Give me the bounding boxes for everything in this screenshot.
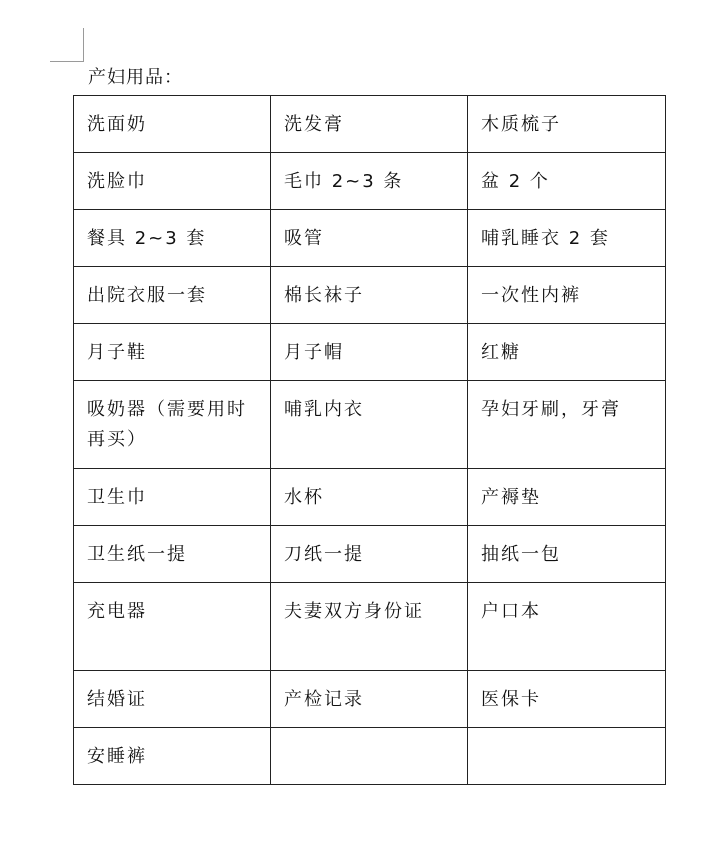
table-cell: 产褥垫 — [468, 469, 666, 526]
table-cell: 刀纸一提 — [271, 526, 468, 583]
table-cell: 卫生巾 — [74, 469, 271, 526]
table-cell: 一次性内裤 — [468, 267, 666, 324]
table-row — [74, 210, 666, 267]
table-cell: 木质梳子 — [468, 96, 666, 153]
table-cell: 洗发膏 — [271, 96, 468, 153]
table-row — [74, 153, 666, 210]
table-row — [74, 324, 666, 381]
table-cell: 出院衣服一套 — [74, 267, 271, 324]
table-cell: 充电器 — [74, 583, 271, 671]
document-title: 产妇用品： — [88, 67, 183, 88]
table-row — [74, 671, 666, 728]
table-cell: 哺乳内衣 — [271, 381, 468, 469]
table-cell — [271, 728, 468, 785]
table-cell: 卫生纸一提 — [74, 526, 271, 583]
table-cell: 吸奶器（需要用时再买） — [74, 381, 271, 469]
supplies-table — [73, 95, 666, 785]
table-cell: 月子鞋 — [74, 324, 271, 381]
table-cell: 孕妇牙刷，牙膏 — [468, 381, 666, 469]
table-cell: 吸管 — [271, 210, 468, 267]
table-cell: 产检记录 — [271, 671, 468, 728]
table-cell: 安睡裤 — [74, 728, 271, 785]
table-row — [74, 381, 666, 469]
table-row — [74, 469, 666, 526]
table-cell: 医保卡 — [468, 671, 666, 728]
table-cell: 夫妻双方身份证 — [271, 583, 468, 671]
table-row — [74, 267, 666, 324]
table-row — [74, 96, 666, 153]
table-cell: 洗面奶 — [74, 96, 271, 153]
table-cell: 户口本 — [468, 583, 666, 671]
table-cell: 结婚证 — [74, 671, 271, 728]
table-cell: 洗脸巾 — [74, 153, 271, 210]
table-row — [74, 526, 666, 583]
table-row — [74, 728, 666, 785]
table-cell: 红糖 — [468, 324, 666, 381]
table-cell: 月子帽 — [271, 324, 468, 381]
table-cell: 抽纸一包 — [468, 526, 666, 583]
table-cell: 毛巾 2~3 条 — [271, 153, 468, 210]
table-cell — [468, 728, 666, 785]
table-cell: 盆 2 个 — [468, 153, 666, 210]
page-corner-mark — [50, 28, 84, 62]
table-cell: 哺乳睡衣 2 套 — [468, 210, 666, 267]
table-row — [74, 583, 666, 671]
table-cell: 餐具 2~3 套 — [74, 210, 271, 267]
table-cell: 棉长袜子 — [271, 267, 468, 324]
table-cell: 水杯 — [271, 469, 468, 526]
